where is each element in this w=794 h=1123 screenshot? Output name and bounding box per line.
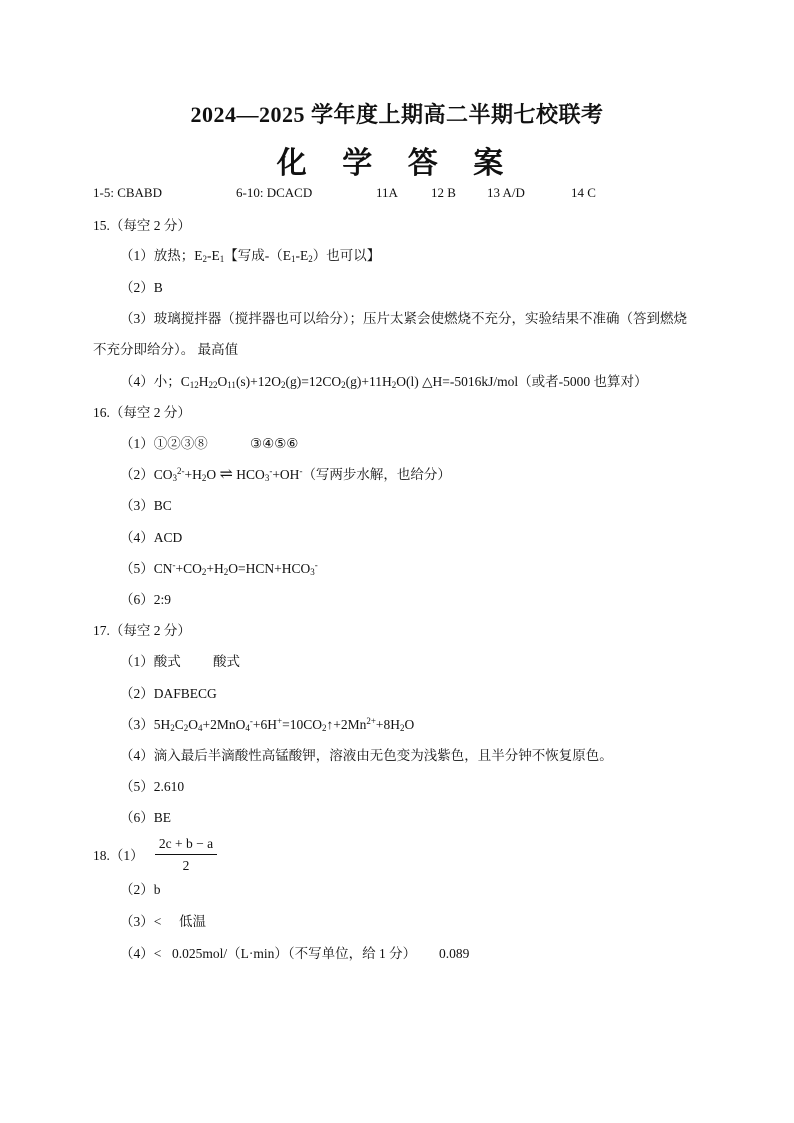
q17-answer-5: （5）2.610 (120, 779, 185, 794)
q18-answer-2: （2）b (120, 882, 161, 897)
q15-heading: 15.（每空 2 分） (93, 218, 191, 233)
q16-answer-1-b: ③④⑤⑥ (250, 436, 299, 451)
equilibrium-arrow-icon: ⇌ (219, 466, 233, 483)
q17-answer-4: （4）滴入最后半滴酸性高锰酸钾，溶液由无色变为浅紫色，且半分钟不恢复原色。 (120, 748, 613, 763)
q18-answer-4-c: 0.089 (439, 946, 470, 961)
q15-answer-1: （1）放热；$E_2-E_1$【写成$-(E_1-E_2)$也可以】 (120, 248, 381, 264)
mc-answer-11: 11A (376, 185, 398, 200)
q16-answer-2: $(2)CO_3^{2-}+H_2O$ ⇌ $HCO_3^-+OH^-$（写两步水解，也给分） (120, 466, 451, 483)
fraction-denominator: 2 (182, 858, 190, 873)
q17-answer-3: $(3)5H_2C_2O_4+2MnO_4^-+6H^+=10CO_2↑+2Mn^{2+}+8H_2O$ (120, 716, 415, 733)
q18-answer-3-b: 低温 (179, 914, 206, 929)
mc-answer: CBABD (117, 185, 162, 200)
mc-answer-12: 12 B (431, 185, 456, 200)
mc-group-1 (93, 185, 162, 201)
mc-range: 1-5: (93, 185, 114, 200)
mc-answer: DCACD (266, 185, 313, 200)
q18-answer-3: （3）< (120, 914, 162, 929)
q16-answer-6: （6）2:9 (120, 592, 172, 607)
q17-answer-2: （2）DAFBECG (120, 686, 217, 701)
mc-range: 6-10: (236, 185, 264, 200)
q17-answer-1-b: 酸式 (213, 654, 240, 669)
fraction-numerator: 2c + b − a (155, 836, 217, 855)
fraction-expression (155, 836, 217, 874)
q18-answer-4: （4）< (120, 946, 162, 961)
document-title: 2024—2025 学年度上期高二半期七校联考 (190, 102, 604, 127)
q17-answer-1: （1）酸式 (120, 654, 181, 669)
mc-answer-14: 14 C (571, 185, 596, 200)
q16-answer-4: （4）ACD (120, 530, 183, 545)
q16-answer-3: （3）BC (120, 498, 172, 513)
q18-heading: 18.（1） (93, 848, 144, 863)
q15-answer-3-line-2: 不充分即给分）。 最高值 (93, 342, 239, 357)
q16-answer-5: $(5)CN^-+CO_2+H_2O=HCN+HCO_3^-$ (120, 560, 318, 577)
q17-answer-6: （6）BE (120, 810, 172, 825)
q16-heading: 16.（每空 2 分） (93, 405, 191, 420)
q15-answer-2: （2）B (120, 280, 163, 295)
mc-answer-13: 13 A/D (487, 185, 525, 200)
q15-answer-3-line-1: （3）玻璃搅拌器（搅拌器也可以给分）；压片太紧会使燃烧不充分，实验结果不准确（答到燃烧 (120, 311, 687, 326)
q16-answer-1: （1）①②③⑧ (120, 436, 208, 451)
q18-answer-4-b: 0.025mol/（L·min）（不写单位，给 1 分） (172, 946, 417, 961)
document-subtitle: 化 学 答 案 (276, 147, 518, 180)
q17-heading: 17.（每空 2 分） (93, 623, 191, 638)
mc-group-2 (236, 185, 312, 201)
q15-answer-4: （4）小；$C_{12}H_{22}O_{11}(s)+12O_2(g)=12CO_2(g)+11H_2O(l)$ △H=-5016kJ/mol（或者-5000 也算对） (120, 374, 648, 390)
